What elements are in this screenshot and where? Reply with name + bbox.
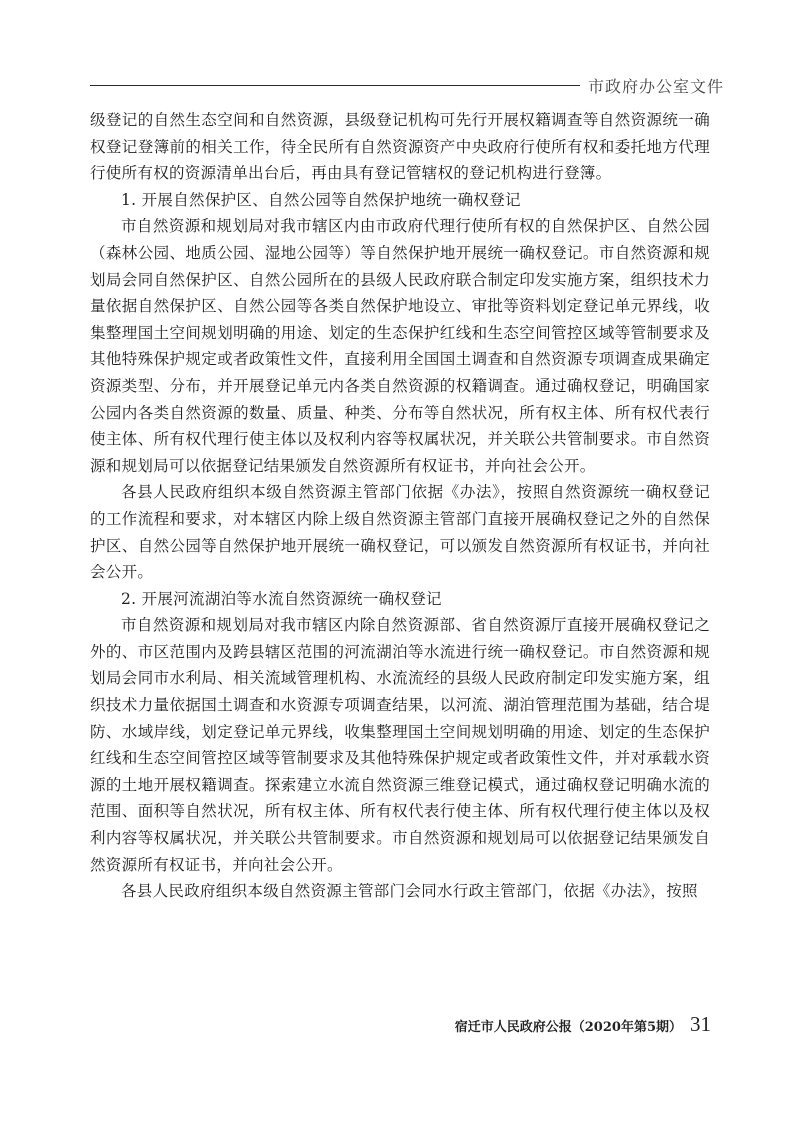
section-heading-1: 1. 开展自然保护区、自然公园等自然保护地统一确权登记 [121,190,521,209]
running-header-title: 市政府办公室文件 [588,77,725,96]
paragraph: 市自然资源和规划局对我市辖区内除自然资源部、省自然资源厅直接开展确权登记之外的、市区范围内及跨县辖区范围的河流湖泊等水流进行统一确权登记。市自然资源和规划局会同市水利局、相关流域管理机构、水流流经的县级人民政府制定印发实施方案，组织技术力量依据国土调查和水资源专项调查结果，以河流、湖泊管理范围为基础，结合堤防、水域岸线，划定登记单元界线，收集整理国土空间规划明确的用途、划定的生态保护红线和生态空间管控区域等管制要求及其他特殊保护规定或者政策性文件，并对承载水资源的土地开展权籍调查。探索建立水流自然资源三维登记模式，通过确权登记明确水流的范围、面积等自然状况，所有权主体、所有权代表行使主体、所有权代理行使主体以及权利内容等权属状况，并关联公共管制要求。市自然资源和规划局可以依据登记结果颁发自然资源所有权证书，并向社会公开。 [90,616,710,874]
paragraph: 各县人民政府组织本级自然资源主管部门会同水行政主管部门，依据《办法》，按照 [121,882,698,901]
paragraph: 各县人民政府组织本级自然资源主管部门依据《办法》，按照自然资源统一确权登记的工作流程和要求，对本辖区内除上级自然资源主管部门直接开展确权登记之外的自然保护区、自然公园等自然保护地开展统一确权登记，可以颁发自然资源所有权证书，并向社会公开。 [90,483,710,582]
header-rule [90,85,580,86]
section-heading-2: 2. 开展河流湖泊等水流自然资源统一确权登记 [121,589,442,608]
paragraph: 市自然资源和规划局对我市辖区内由市政府代理行使所有权的自然保护区、自然公园（森林公园、地质公园、湿地公园等）等自然保护地开展统一确权登记。市自然资源和规划局会同自然保护区、自然公园所在的县级人民政府联合制定印发实施方案，组织技术力量依据自然保护区、自然公园等各类自然保护地设立、审批等资料划定登记单元界线，收集整理国土空间规划明确的用途、划定的生态保护红线和生态空间管控区域等管制要求及其他特殊保护规定或者政策性文件，直接利用全国国土调查和自然资源专项调查成果确定资源类型、分布，并开展登记单元内各类自然资源的权籍调查。通过确权登记，明确国家公园内各类自然资源的数量、质量、种类、分布等自然状况，所有权主体、所有权代表行使主体、所有权代理行使主体以及权利内容等权属状况，并关联公共管制要求。市自然资源和规划局可以依据登记结果颁发自然资源所有权证书，并向社会公开。 [90,217,710,475]
document-body [90,107,710,905]
publication-title: 宿迁市人民政府公报（2020年第5期） [454,1020,682,1035]
page-number: 31 [690,1012,711,1036]
paragraph-continuation: 级登记的自然生态空间和自然资源，县级登记机构可先行开展权籍调查等自然资源统一确权登记登簿前的相关工作，待全民所有自然资源资产中央政府行使所有权和委托地方代理行使所有权的资源清单出台后，再由具有登记管辖权的登记机构进行登簿。 [90,111,710,183]
page-footer [455,1012,711,1037]
